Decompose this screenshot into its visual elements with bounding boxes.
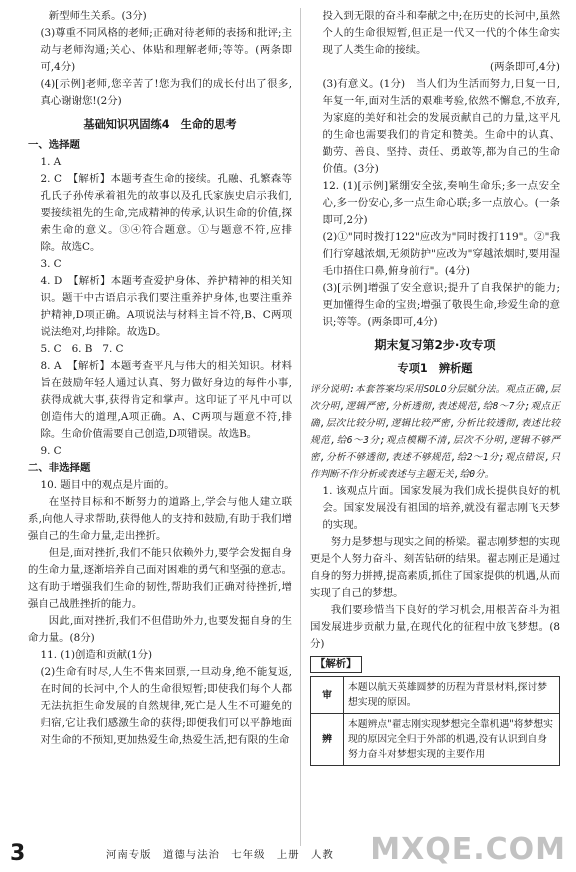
intro-line: (3)尊重不同风格的老师;正确对待老师的表扬和批评;主动与老师沟通;关心、体贴和理解老师;等等。(两条即可,4分)	[40, 27, 292, 73]
choice-item: 8. A 【解析】本题考查平凡与伟大的相关知识。材料旨在鼓励年轻人通过认真、努力做好身边的每件小事,获得成就大事,获得肯定和掌声。这印证了平凡中可以创造伟大的道理,A项正确。A、C两项与题意不符,排除。生命价值需要自己创造,D项错误。故选B。	[40, 360, 292, 440]
subsection-title: 专项1 辨析题	[397, 362, 473, 375]
q10-line: 10. 题目中的观点是片面的。	[40, 479, 175, 491]
choice-item: 2. C 【解析】本题考查生命的接续。孔融、孔繁森等孔氏子孙传承着祖先的故事以及孔氏家族史启示我们,要接续祖先的生命,完成精神的传承,认识生命的价值,探索生命的意义。③④符合题意。①与题意不符,应排除。故选C。	[40, 173, 292, 253]
q11-line: 11. (1)创造和贡献(1分)	[40, 649, 153, 661]
intro-line: (4)[示例]老师,您辛苦了!您为我们的成长付出了很多,真心谢谢您!(2分)	[40, 78, 292, 107]
choice-item: 5. C	[40, 343, 62, 355]
analysis-row	[311, 677, 560, 714]
q10-line: 因此,面对挫折,我们不但借助外力,也要发掘自身的生命力量。(8分)	[28, 615, 292, 644]
section-title: 基础知识巩固练4 生命的思考	[83, 118, 237, 131]
q1-line: 努力是梦想与现实之间的桥梁。翟志刚梦想的实现更是个人努力奋斗、刻苦钻研的结果。翟志刚正是通过自身的努力拼搏,提高素质,抓住了国家提供的机遇,从而实现了自己的梦想。	[310, 536, 560, 599]
analysis-key: 辨	[311, 714, 344, 766]
analysis-key: 审	[311, 677, 344, 714]
choice-row	[28, 341, 292, 358]
q1-line: 我们要珍惜当下良好的学习机会,用根苦奋斗为祖国发展进步贡献力量,在现代化的征程中放飞梦想。(8分)	[310, 604, 560, 650]
q11-line: (2)生命有时尽,人生不售来回票,一旦动身,绝不能复返,在时间的长河中,个人的生命很短暂;即使我们每个人都无法抗拒生命发展的自然规律,死亡是人生不可避免的归宿,它让我们感激生命的获得;即便我们可以平静地面对生命的不预知,更加热爱生命,热爱生活,把有限的生命	[40, 666, 292, 746]
q10-line: 在坚持目标和不断努力的道路上,学会与他人建立联系,向他人寻求帮助,获得他人的支持和鼓励,有助于我们增强自己的生命力量,走出挫折。	[28, 496, 292, 542]
page-footer	[10, 832, 566, 867]
q1-line: 1. 该观点片面。国家发展为我们成长提供良好的机会。国家发展没有祖国的培养,就没有翟志刚飞天梦的实现。	[322, 485, 560, 531]
q11-continuation: (3)有意义。(1分) 当人们为生活而努力,日复一日,年复一年,面对生活的艰难考验,依然不懈怠,不放弃,为家庭的美好和社会的发展贡献自己的力量,这平凡的生命也需要我们的肯定和赞美。生命中的认真、勤劳、善良、坚持、责任、勇敢等,都为自己的生命价值。(3分)	[322, 78, 560, 175]
q12-line: (3)[示例]增强了安全意识;提升了自我保护的能力;更加懂得生命的宝贵;增强了敬畏生命,珍爱生命的意识;等等。(两条即可,4分)	[322, 282, 560, 328]
choice-item: 1. A	[40, 156, 62, 168]
analysis-text: 本题以航天英雄圆梦的历程为背景材料,探讨梦想实现的原因。	[344, 677, 560, 714]
part-heading: 一、选择题	[28, 139, 80, 151]
q10-line: 但是,面对挫折,我们不能只依赖外力,要学会发掘自身的生命力量,逐渐培养自己面对困难的勇气和坚强的意志。这有助于增强我们生命的韧性,帮助我们正确对待挫折,增强自己战胜挫折的能力。	[28, 547, 292, 610]
q12-line: (2)①"同时拨打122"应改为"同时拨打119"。②"我们行穿越浓烟,无须防护"应改为"穿越浓烟时,要用湿毛巾捂住口鼻,俯身前行"。(4分)	[322, 231, 560, 277]
page-number: 3	[10, 841, 26, 866]
q12-line: 12. (1)[示例]紧绷安全弦,奏响生命乐;多一点安全心,多一份安心,多一点生命心联;多一点放心。(一条即可,2分)	[322, 180, 560, 226]
analysis-label: 【解析】	[310, 656, 362, 673]
q11-continuation: 投入到无限的奋斗和奉献之中;在历史的长河中,虽然个人的生命很短暂,但正是一代又一代的个体生命实现了人类生命的接续。	[322, 10, 560, 56]
choice-item: 6. B	[71, 343, 93, 355]
column-divider	[300, 8, 301, 846]
choice-item: 7. C	[102, 343, 124, 355]
section-title: 期末复习第2步·攻专项	[374, 338, 496, 352]
analysis-row	[311, 714, 560, 766]
intro-line: 新型师生关系。(3分)	[48, 10, 147, 22]
analysis-text: 本题辨点"翟志刚实现梦想完全靠机遇"将梦想实现的原因完全归于外部的机遇,没有认识到自身努力奋斗对梦想实现的主要作用	[344, 714, 560, 766]
analysis-table	[310, 676, 560, 766]
choice-item: 3. C	[40, 258, 62, 270]
choice-item: 4. D 【解析】本题考查爱护身体、养护精神的相关知识。题干中古语启示我们要注重养护身体,也要注重养护精神,D项正确。A项说法与材料主旨不符,B、C两项说法绝对,均排除。故选D。	[40, 275, 292, 338]
left-column	[28, 8, 292, 749]
choice-item: 9. C	[40, 445, 62, 457]
footer-info: 河南专版 道德与法治 七年级 上册 人教	[106, 849, 334, 861]
q11-continuation: (两条即可,4分)	[490, 61, 560, 73]
watermark-logo: MXQE.COM	[370, 832, 566, 867]
scoring-criteria: 评分说明:本套答案均采用SOLO分层赋分法。观点正确,层次分明,逻辑严密,分析透彻,表述规范,给8～7分;观点正确,层次比较分明,逻辑比较严密,分析比较透彻,表述比较规范,给6～3分;观点模糊不清,层次不分明,逻辑不够严密,分析不够透彻,表述不够规范,给2～1分;观点错误,只作判断不作分析或表述与主题无关,给0分。	[310, 384, 560, 480]
part-heading: 二、非选择题	[28, 462, 91, 474]
right-column	[310, 8, 560, 766]
